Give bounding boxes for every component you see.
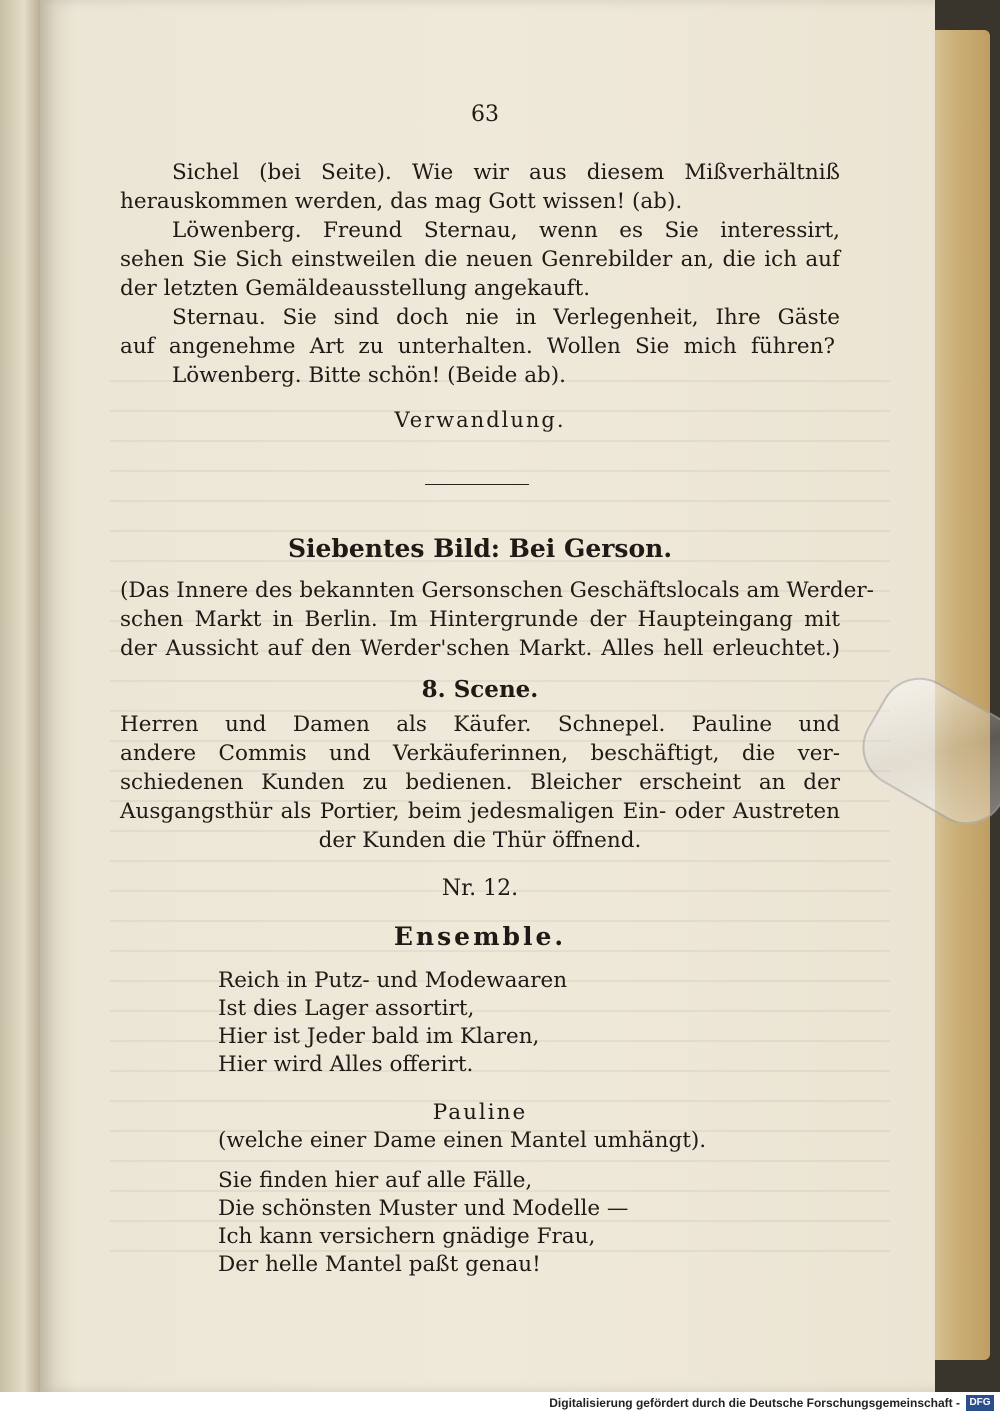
stage-direction-line: der Aussicht auf den Werder'schen Markt. Alles hell erleuchtet.) <box>120 636 840 661</box>
text-line: Sternau. Sie sind doch nie in Verlegenheit, Ihre Gäste <box>172 305 840 330</box>
scene-number: 8. Scene. <box>421 676 539 703</box>
text-line: auf angenehme Art zu unterhalten. Wollen Sie mich führen? <box>120 334 835 359</box>
text-line: der letzten Gemäldeausstellung angekauft. <box>120 276 591 301</box>
cast-line: Herren und Damen als Käufer. Schnepel. Pauline und <box>120 712 840 737</box>
divider-rule <box>425 484 529 485</box>
verse-line: Hier ist Jeder bald im Klaren, <box>218 1024 540 1049</box>
verse-line: Die schönsten Muster und Modelle — <box>218 1196 629 1221</box>
page-number: 63 <box>471 102 499 127</box>
book-page <box>40 0 935 1392</box>
footer-credit: Digitalisierung gefördert durch die Deutsche Forschungsgemeinschaft - <box>549 1396 960 1410</box>
stage-direction-line: schen Markt in Berlin. Im Hintergrunde der Haupteingang mit <box>120 607 840 632</box>
verse-line: Sie finden hier auf alle Fälle, <box>218 1168 533 1193</box>
verse-line: Hier wird Alles offerirt. <box>218 1052 474 1077</box>
text-line: Löwenberg. Bitte schön! (Beide ab). <box>172 363 567 388</box>
text-line: Löwenberg. Freund Sternau, wenn es Sie interessirt, <box>172 218 840 243</box>
text-line: herauskommen werden, das mag Gott wissen! (ab). <box>120 189 683 214</box>
cast-line: Ausgangsthür als Portier, beim jedesmaligen Ein- oder Austreten <box>120 799 840 824</box>
cast-line: andere Commis und Verkäuferinnen, beschäftigt, die ver- <box>120 741 840 766</box>
speaker-name: Pauline <box>432 1100 528 1125</box>
transformation-heading: Verwandlung. <box>394 408 566 432</box>
text-line: sehen Sie Sich einstweilen die neuen Genrebilder an, die ich auf <box>120 247 840 272</box>
scene-title: Siebentes Bild: Bei Gerson. <box>287 534 673 563</box>
verse-line: Ich kann versichern gnädige Frau, <box>218 1224 596 1249</box>
speaker-direction: (welche einer Dame einen Mantel umhängt). <box>218 1128 707 1153</box>
number-label: Nr. 12. <box>441 876 519 901</box>
facing-page-edge <box>0 0 40 1392</box>
stage-direction-line: (Das Innere des bekannten Gersonschen Geschäftslocals am Werder- <box>120 578 874 603</box>
dfg-logo: DFG <box>966 1395 994 1411</box>
digitization-footer <box>0 1392 1000 1416</box>
verse-line: Reich in Putz- und Modewaaren <box>218 968 568 993</box>
verse-line: Ist dies Lager assortirt, <box>218 996 475 1021</box>
cast-line: der Kunden die Thür öffnend. <box>318 828 642 853</box>
verse-line: Der helle Mantel paßt genau! <box>218 1252 541 1277</box>
text-line: Sichel (bei Seite). Wie wir aus diesem Mißverhältniß <box>172 160 840 185</box>
cast-line: schiedenen Kunden zu bedienen. Bleicher erscheint an der <box>120 770 840 795</box>
ensemble-heading: Ensemble. <box>393 922 567 951</box>
